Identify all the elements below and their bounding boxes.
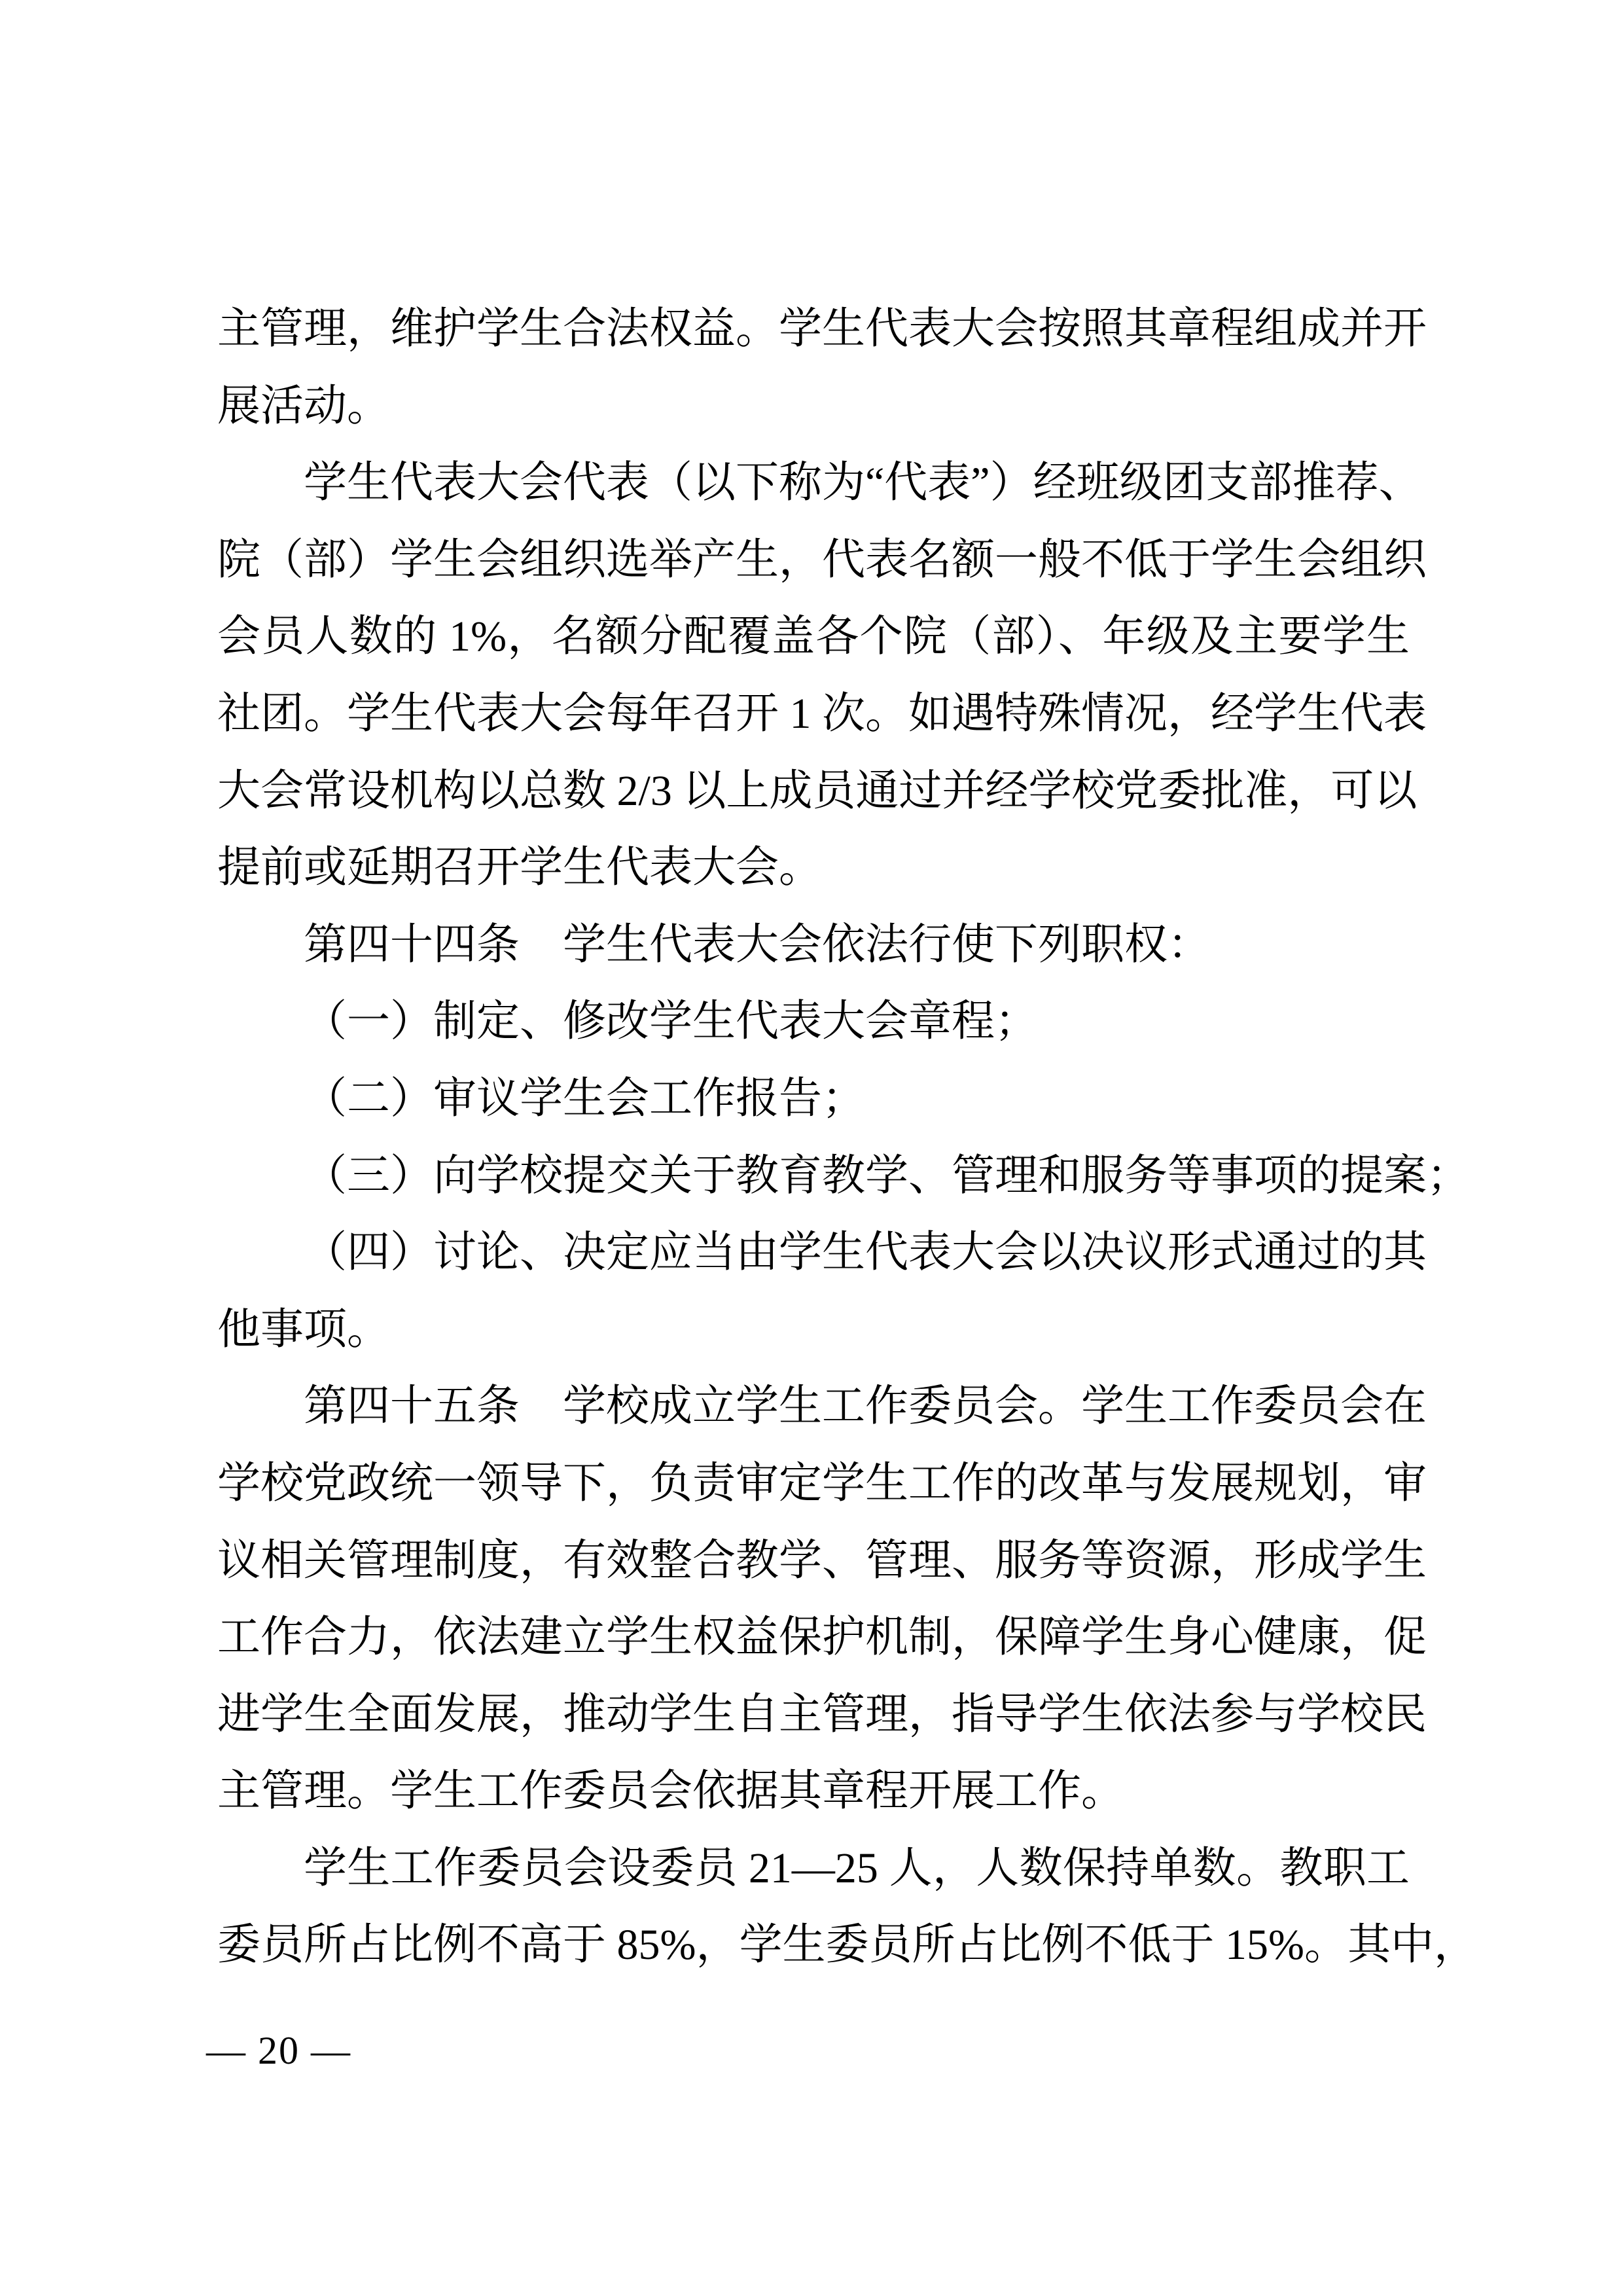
text-line: 委员所占比例不高于 85%，学生委员所占比例不低于 15%。其中， [217,1921,1477,1969]
article-44-heading-line: 第四十四条 学生代表大会依法行使下列职权： [304,920,1211,969]
page-number: — 20 — [206,2029,351,2072]
text-line: 学生代表大会代表（以下称为“代表”）经班级团支部推荐、 [304,459,1422,507]
text-line: 进学生全面发展，推动学生自主管理，指导学生依法参与学校民 [217,1690,1427,1738]
document-body [217,291,1477,1984]
text-line: 主管理，维护学生合法权益。学生代表大会按照其章程组成并开 [217,305,1427,353]
text-line: 院（部）学生会组织选举产生，代表名额一般不低于学生会组织 [217,535,1427,584]
text-line: 社团。学生代表大会每年召开 1 次。如遇特殊情况，经学生代表 [217,689,1427,738]
text-line: 会员人数的 1%，名额分配覆盖各个院（部）、年级及主要学生 [217,613,1410,661]
list-item-line: （四）讨论、决定应当由学生代表大会以决议形式通过的其 [304,1229,1427,1277]
text-line: 展活动。 [217,382,390,430]
text-line: 主管理。学生工作委员会依据其章程开展工作。 [217,1767,1124,1816]
text-line: 学校党政统一领导下，负责审定学生工作的改革与发展规划，审 [217,1459,1427,1507]
article-45-heading-line: 第四十五条 学校成立学生工作委员会。学生工作委员会在 [304,1382,1427,1431]
list-item-line: （二）审议学生会工作报告； [304,1074,865,1122]
list-item-line: （一）制定、修改学生代表大会章程； [304,997,1038,1046]
list-item-line: （三）向学校提交关于教育教学、管理和服务等事项的提案； [304,1151,1470,1200]
text-line: 工作合力，依法建立学生权益保护机制，保障学生身心健康，促 [217,1613,1427,1662]
text-line: 大会常设机构以总数 2/3 以上成员通过并经学校党委批准，可以 [217,766,1418,815]
list-item-line: 他事项。 [217,1305,390,1354]
text-line: 学生工作委员会设委员 21—25 人，人数保持单数。教职工 [304,1844,1410,1892]
text-line: 提前或延期召开学生代表大会。 [217,844,822,892]
text-line: 议相关管理制度，有效整合教学、管理、服务等资源，形成学生 [217,1536,1427,1585]
